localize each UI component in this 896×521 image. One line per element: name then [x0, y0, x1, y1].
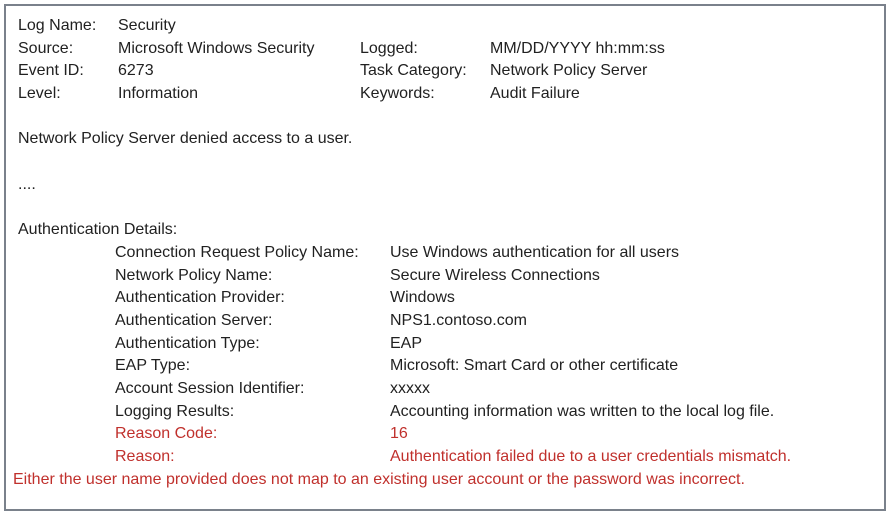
field-label: Reason Code: — [115, 425, 218, 443]
detail-row-logging-results — [6, 401, 884, 424]
field-label: Keywords: — [360, 85, 435, 103]
field-label: Reason: — [115, 448, 175, 466]
event-details-content — [6, 15, 884, 491]
detail-row-connection-request-policy — [6, 242, 884, 265]
detail-row-reason-code — [6, 423, 884, 446]
section-title: Authentication Details: — [18, 221, 178, 239]
detail-row-network-policy-name — [6, 265, 884, 288]
field-label: Logged: — [360, 39, 418, 57]
field-label: Network Policy Name: — [115, 266, 273, 284]
detail-row-authentication-provider — [6, 287, 884, 310]
field-value: Microsoft: Smart Card or other certificate — [390, 357, 679, 375]
header-row-event-id — [6, 60, 884, 83]
field-label: Connection Request Policy Name: — [115, 243, 359, 261]
field-label: Level: — [18, 85, 61, 103]
field-label: Event ID: — [18, 62, 84, 80]
field-value: Accounting information was written to the local log file. — [390, 402, 775, 420]
field-label: Log Name: — [18, 17, 97, 34]
field-value: Microsoft Windows Security — [118, 39, 315, 57]
header-row-source — [6, 38, 884, 61]
header-row-level — [6, 83, 884, 106]
field-label: Logging Results: — [115, 402, 235, 420]
field-value: Use Windows authentication for all users — [390, 243, 680, 261]
field-value: Audit Failure — [490, 85, 580, 103]
detail-row-reason — [6, 446, 884, 469]
ellipsis-text: .... — [18, 175, 36, 193]
event-description-text: Network Policy Server denied access to a user. — [18, 130, 353, 148]
spacer — [6, 106, 884, 129]
reason-footer-note — [6, 469, 884, 492]
field-label: Authentication Provider: — [115, 289, 285, 307]
event-details-panel — [4, 4, 886, 511]
detail-row-eap-type — [6, 355, 884, 378]
spacer — [6, 151, 884, 174]
field-label: Authentication Server: — [115, 311, 273, 329]
field-label: Authentication Type: — [115, 334, 260, 352]
detail-row-account-session-identifier — [6, 378, 884, 401]
detail-row-authentication-type — [6, 333, 884, 356]
field-label: Source: — [18, 39, 74, 57]
header-row-log-name — [6, 15, 884, 38]
field-label: Account Session Identifier: — [115, 380, 305, 397]
authentication-details-heading — [6, 219, 884, 242]
reason-footer-text: Either the user name provided does not map to an existing user account or the password was incorrect. — [13, 470, 745, 488]
detail-row-authentication-server — [6, 310, 884, 333]
field-value: Network Policy Server — [490, 62, 648, 80]
event-description — [6, 128, 884, 151]
field-value: Information — [118, 85, 199, 103]
field-value: xxxxx — [390, 380, 430, 397]
field-value: Security — [118, 17, 176, 34]
field-value: Windows — [390, 289, 455, 307]
field-label: EAP Type: — [115, 357, 191, 375]
field-value: NPS1.contoso.com — [390, 311, 527, 329]
field-value: 16 — [390, 425, 408, 443]
field-label: Task Category: — [360, 62, 467, 80]
field-value: MM/DD/YYYY hh:mm:ss — [490, 39, 665, 57]
field-value: Secure Wireless Connections — [390, 266, 600, 284]
field-value: EAP — [390, 334, 423, 352]
field-value: 6273 — [118, 62, 154, 80]
spacer — [6, 197, 884, 220]
field-value: Authentication failed due to a user credentials mismatch. — [390, 448, 792, 466]
ellipsis-line — [6, 174, 884, 197]
